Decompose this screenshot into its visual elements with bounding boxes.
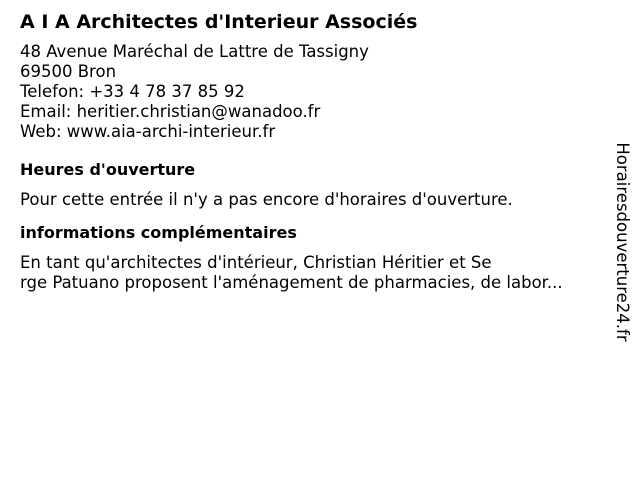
street-address: 48 Avenue Maréchal de Lattre de Tassigny <box>20 42 369 61</box>
business-title: A I A Architectes d'Interieur Associés <box>20 11 418 33</box>
city-address: 69500 Bron <box>20 62 117 81</box>
additional-info-line-1: En tant qu'architectes d'intérieur, Christian Héritier et Se <box>20 253 492 272</box>
listing-card <box>20 9 590 293</box>
email-address: Email: heritier.christian@wanadoo.fr <box>20 102 321 121</box>
website-address: Web: www.aia-archi-interieur.fr <box>20 122 276 141</box>
opening-hours-text: Pour cette entrée il n'y a pas encore d'horaires d'ouverture. <box>20 190 513 209</box>
additional-info-heading: informations complémentaires <box>20 223 297 242</box>
opening-hours-heading: Heures d'ouverture <box>20 160 196 179</box>
phone-number: Telefon: +33 4 78 37 85 92 <box>20 82 245 101</box>
contact-block <box>20 42 590 142</box>
additional-info-text <box>20 253 590 293</box>
additional-info-line-2: rge Patuano proposent l'aménagement de pharmacies, de labor... <box>20 273 563 292</box>
site-brand-vertical: Horairesdouverture24.fr <box>613 142 632 342</box>
